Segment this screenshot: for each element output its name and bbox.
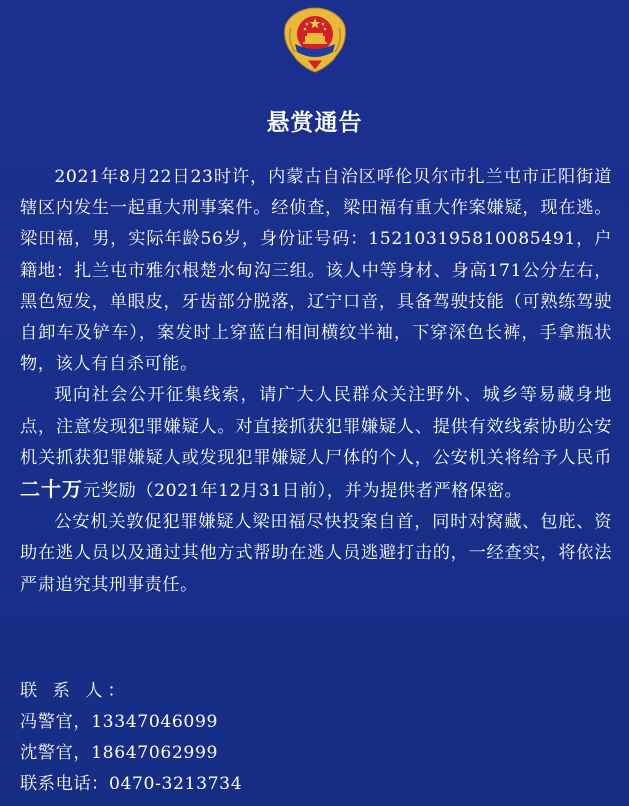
- reward-text-after: 元奖励（2021年12月31日前），并为提供者严格保密。: [83, 481, 523, 502]
- reward-amount: 二十万: [20, 477, 83, 502]
- reward-paragraph: [20, 380, 612, 507]
- contact-header: 联 系 人：: [20, 681, 130, 701]
- reward-text-before: 现向社会公开征集线索，请广大人民群众关注野外、城乡等易藏身地点，注意发现犯罪嫌疑人。对直接抓获犯罪嫌疑人、提供有效线索协助公安机关抓获犯罪嫌疑人或发现犯罪嫌疑人尸体的个人，公安机关将给予人民币: [20, 385, 612, 468]
- notice-body: [20, 162, 612, 601]
- surrender-paragraph: 公安机关敦促犯罪嫌疑人梁田福尽快投案自首，同时对窝藏、包庇、资助在逃人员以及通过其他方式帮助在逃人员逃避打击的，一经查实，将依法严肃追究其刑事责任。: [20, 512, 612, 595]
- police-emblem-icon: [281, 6, 349, 76]
- case-description-paragraph: 2021年8月22日23时许，内蒙古自治区呼伦贝尔市扎兰屯市正阳街道辖区内发生一起重大刑事案件。经侦查，梁田福有重大作案嫌疑，现在逃。梁田福，男，实际年龄56岁，身份证号码：152103195810085491，户籍地：扎兰屯市雅尔根楚水甸沟三组。该人中等身材、身高171公分左右，黑色短发，单眼皮，牙齿部分脱落，辽宁口音，具备驾驶技能（可熟练驾驶自卸车及铲车），案发时上穿蓝白相间横纹半袖，下穿深色长裤，手拿瓶状物，该人有自杀可能。: [20, 167, 612, 375]
- contact-phone: 联系电话：0470-3213734: [20, 774, 243, 794]
- contact-officer-feng: 冯警官，13347046099: [20, 712, 219, 732]
- notice-title: 悬赏通告: [266, 110, 363, 136]
- contact-section: [20, 676, 610, 800]
- contact-officer-shen: 沈警官，18647062999: [20, 743, 219, 763]
